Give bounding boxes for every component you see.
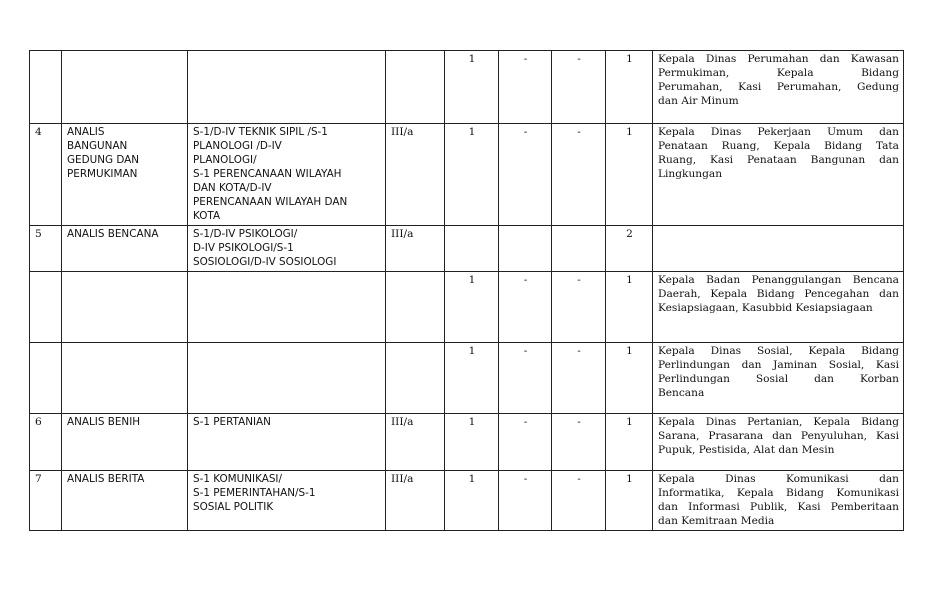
count-cell-3 <box>552 343 606 414</box>
count-value: 1 <box>626 53 633 65</box>
education-line: S-1 PERENCANAAN WILAYAH <box>193 168 342 180</box>
rank-value: III/a <box>391 473 414 485</box>
work-unit-cell <box>653 51 904 124</box>
education-line: S-1 KOMUNIKASI/ <box>193 473 282 485</box>
education-line: PLANOLOGI /D-IV <box>193 140 282 152</box>
work-unit-line: Kepala Dinas Pertanian, Kepala Bidang <box>658 416 899 428</box>
work-unit-line: Perlindungan Sosial dan Korban <box>658 373 899 385</box>
education-line: SOSIOLOGI/D-IV SOSIOLOGI <box>193 256 337 268</box>
work-unit-cell <box>653 124 904 226</box>
count-value: 1 <box>468 416 476 428</box>
rank-cell <box>386 51 445 124</box>
education-line: PERENCANAAN WILAYAH DAN <box>193 196 348 208</box>
row-number-cell <box>30 414 62 471</box>
table-row <box>30 414 904 471</box>
count-cell-2 <box>499 272 552 343</box>
count-cell-4 <box>606 124 653 226</box>
education-line: S-1/D-IV TEKNIK SIPIL /S-1 <box>193 126 328 138</box>
work-unit-cell <box>653 226 904 272</box>
table-row <box>30 343 904 414</box>
work-unit-line: Kesiapsiagaan, Kasubbid Kesiapsiagaan <box>658 302 873 314</box>
count-cell-2 <box>499 471 552 531</box>
work-unit-line: dan Informasi Publik, Kasi Pemberitaan <box>658 501 899 513</box>
row-number-cell <box>30 124 62 226</box>
education-cell <box>188 51 386 124</box>
education-line: S-1 PEMERINTAHAN/S-1 <box>193 487 316 499</box>
work-unit-line: Penataan Ruang, Kepala Bidang Tata <box>658 140 899 152</box>
rank-cell <box>386 226 445 272</box>
count-value: 1 <box>468 126 476 138</box>
row-number: 6 <box>35 416 42 428</box>
work-unit-cell <box>653 471 904 531</box>
count-cell-1 <box>445 471 499 531</box>
work-unit-line: Informatika, Kepala Bidang Komunikasi <box>658 487 899 499</box>
count-cell-4 <box>606 343 653 414</box>
work-unit-line: Ruang, Kasi Penataan Bangunan dan <box>658 154 899 166</box>
count-value: 1 <box>468 473 476 485</box>
rank-value: III/a <box>391 126 414 138</box>
work-unit-line: Daerah, Kepala Bidang Pencegahan dan <box>658 288 899 300</box>
count-cell-1 <box>445 272 499 343</box>
position-name-cell <box>62 226 188 272</box>
count-cell-1 <box>445 51 499 124</box>
education-line: PLANOLOGI/ <box>193 154 257 166</box>
count-value: 2 <box>626 228 633 240</box>
position-name-line: ANALIS BERITA <box>67 473 145 485</box>
row-number: 4 <box>35 126 42 138</box>
count-cell-1 <box>445 414 499 471</box>
work-unit-cell <box>653 343 904 414</box>
count-cell-3 <box>552 226 606 272</box>
table-row <box>30 51 904 124</box>
count-value: - <box>523 274 528 286</box>
work-unit-line: Permukiman, Kepala Bidang <box>658 67 899 79</box>
rank-cell <box>386 414 445 471</box>
count-value: - <box>523 473 528 485</box>
work-unit-line: Kepala Dinas Sosial, Kepala Bidang <box>658 345 899 357</box>
count-cell-2 <box>499 51 552 124</box>
position-name-cell <box>62 124 188 226</box>
education-line: KOTA <box>193 210 221 222</box>
rank-cell <box>386 124 445 226</box>
count-value: 1 <box>626 274 633 286</box>
position-name-line: GEDUNG DAN <box>67 154 140 166</box>
count-value: - <box>577 274 581 286</box>
education-cell <box>188 414 386 471</box>
work-unit-line: Kepala Badan Penanggulangan Bencana <box>658 274 899 286</box>
position-name-cell <box>62 51 188 124</box>
count-value: - <box>577 345 581 357</box>
count-value: 1 <box>468 274 476 286</box>
count-cell-2 <box>499 124 552 226</box>
count-cell-3 <box>552 272 606 343</box>
count-value: 1 <box>626 473 633 485</box>
position-name-line: PERMUKIMAN <box>67 168 138 180</box>
work-unit-line: dan Air Minum <box>658 95 739 107</box>
row-number-cell <box>30 343 62 414</box>
position-name-cell <box>62 414 188 471</box>
count-value: - <box>523 416 528 428</box>
count-value: - <box>577 473 581 485</box>
position-name-cell <box>62 471 188 531</box>
count-cell-3 <box>552 471 606 531</box>
education-line: S-1/D-IV PSIKOLOGI/ <box>193 228 298 240</box>
count-cell-2 <box>499 343 552 414</box>
position-name-line: BANGUNAN <box>67 140 128 152</box>
count-value: - <box>577 126 581 138</box>
education-cell <box>188 343 386 414</box>
work-unit-line: Perumahan, Kasi Perumahan, Gedung <box>658 81 899 93</box>
table-row <box>30 471 904 531</box>
position-table <box>29 50 904 531</box>
count-cell-3 <box>552 124 606 226</box>
work-unit-line: Bencana <box>658 387 705 399</box>
count-cell-1 <box>445 124 499 226</box>
row-number: 7 <box>35 473 42 485</box>
count-cell-3 <box>552 51 606 124</box>
count-value: - <box>577 416 581 428</box>
education-line: SOSIAL POLITIK <box>193 501 274 513</box>
row-number-cell <box>30 226 62 272</box>
count-value: 1 <box>626 345 633 357</box>
count-cell-2 <box>499 226 552 272</box>
count-cell-4 <box>606 272 653 343</box>
count-cell-1 <box>445 343 499 414</box>
education-line: S-1 PERTANIAN <box>193 416 271 428</box>
education-cell <box>188 471 386 531</box>
row-number-cell <box>30 272 62 343</box>
count-value: - <box>523 345 528 357</box>
work-unit-line: Kepala Dinas Perumahan dan Kawasan <box>658 53 899 65</box>
position-name-line: ANALIS <box>67 126 105 138</box>
position-name-cell <box>62 272 188 343</box>
work-unit-cell <box>653 272 904 343</box>
row-number-cell <box>30 51 62 124</box>
education-cell <box>188 272 386 343</box>
count-value: - <box>523 53 528 65</box>
count-value: 1 <box>626 416 633 428</box>
work-unit-cell <box>653 414 904 471</box>
count-value: 1 <box>468 345 476 357</box>
education-line: DAN KOTA/D-IV <box>193 182 272 194</box>
count-value: 1 <box>468 53 476 65</box>
count-cell-4 <box>606 51 653 124</box>
work-unit-line: Perlindungan dan Jaminan Sosial, Kasi <box>658 359 899 371</box>
rank-cell <box>386 343 445 414</box>
work-unit-line: Lingkungan <box>658 168 723 180</box>
count-cell-2 <box>499 414 552 471</box>
count-value: - <box>577 53 581 65</box>
table-row <box>30 124 904 226</box>
rank-value: III/a <box>391 416 414 428</box>
count-cell-4 <box>606 471 653 531</box>
row-number: 5 <box>35 228 42 240</box>
count-value: 1 <box>626 126 633 138</box>
work-unit-line: dan Kemitraan Media <box>658 515 775 527</box>
rank-cell <box>386 272 445 343</box>
position-name-cell <box>62 343 188 414</box>
count-cell-3 <box>552 414 606 471</box>
count-cell-4 <box>606 226 653 272</box>
table-row <box>30 272 904 343</box>
work-unit-line: Kepala Dinas Komunikasi dan <box>658 473 899 485</box>
work-unit-line: Pupuk, Pestisida, Alat dan Mesin <box>658 444 835 456</box>
table-row <box>30 226 904 272</box>
count-cell-1 <box>445 226 499 272</box>
position-name-line: ANALIS BENCANA <box>67 228 159 240</box>
position-name-line: ANALIS BENIH <box>67 416 141 428</box>
row-number-cell <box>30 471 62 531</box>
rank-value: III/a <box>391 228 414 240</box>
work-unit-line: Kepala Dinas Pekerjaan Umum dan <box>658 126 899 138</box>
education-cell <box>188 226 386 272</box>
work-unit-line: Sarana, Prasarana dan Penyuluhan, Kasi <box>658 430 899 442</box>
education-line: D-IV PSIKOLOGI/S-1 <box>193 242 294 254</box>
count-value: - <box>523 126 528 138</box>
education-cell <box>188 124 386 226</box>
rank-cell <box>386 471 445 531</box>
count-cell-4 <box>606 414 653 471</box>
table-body <box>30 51 904 531</box>
